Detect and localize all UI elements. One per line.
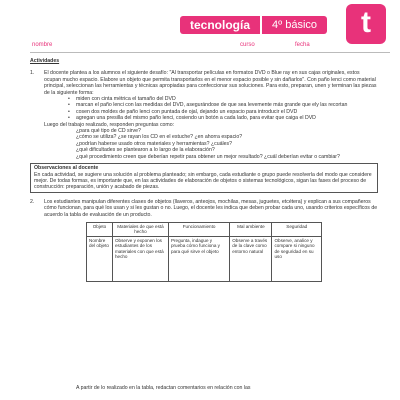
subject-label: tecnología [180, 16, 260, 34]
table-cell: Observe y exponen los estudiantes de los materiales con que está hecho [112, 236, 168, 281]
activity-number: 2. [30, 198, 35, 205]
worksheet-content [30, 58, 378, 282]
table-row [87, 236, 322, 281]
observation-text: En cada actividad, se sugiere una solución al problema planteado; sin embargo, cada estudiante o grupo puede resolverla del modo que considere mejor. De todas formas, es importante que, en las actividades de elaboración de objetos o sistemas tecnológicos, sigan las fases del proceso de construcción: preparación, unión y acabado de piezas. [34, 171, 372, 191]
activity-text: El docente plantea a los alumnos el siguiente desafío: "Al transportar películas en formatos DVD o Blue ray en sus cajas originales, estos ocupan mucho espacio. Elabore un objeto que permita transportarlos en el menor espacio posible y sin dañarlos". Con paño lenci como material principal, seleccionan las herramientas y técnicas apropiadas para confeccionar sus soluciones. Para esto, preparan, unen y terminan las piezas de la siguiente forma: [44, 70, 377, 96]
question: ¿qué procedimiento creen que deberían repetir para obtener un mejor resultado? ¿cuál deberían evitar o cambiar? [76, 153, 340, 160]
observation-box [30, 163, 378, 193]
question: ¿qué dificultades se plantearon a lo largo de la elaboración? [76, 147, 215, 154]
table-cell: Observe, analice y compare si ninguno de seguridad en su uso [272, 236, 322, 281]
question: ¿podrían haberse usado otros materiales y herramientas? ¿cuáles? [76, 140, 232, 147]
activity-2 [30, 199, 378, 218]
observation-title: Observaciones al docente [34, 165, 99, 172]
list-item: • cosen dos moldes de paño lenci con puntada de ojal, dejando un espacio para introducir el DVD [76, 109, 378, 115]
course-label: curso [240, 42, 255, 48]
table-header-row [87, 222, 322, 236]
list-item: • agregan una presilla del mismo paño lenci, cosiendo un botón a cada lado, para evitar que caiga el DVD [76, 115, 378, 121]
questions-intro: Luego del trabajo realizado, responden preguntas como: [44, 121, 175, 128]
student-fields [30, 40, 390, 54]
table-header: Mal ambiente [230, 222, 272, 236]
question: ¿cómo se utiliza? ¿se rayan los CD en el estuche? ¿en ahorra espacio? [76, 134, 243, 141]
list-item: • miden con cinta métrica el tamaño del DVD [76, 96, 378, 102]
activity-number: 1. [30, 70, 35, 77]
table-header: Materiales de que está hecho [112, 222, 168, 236]
table-cell: Observe a través de la clave como entorno natural [230, 236, 272, 281]
grade-label: 4º básico [262, 16, 327, 34]
question: ¿para qué tipo de CD sirve? [76, 128, 141, 135]
table-cell: Pregunta, indague y prueba cómo funciona y para qué sirve el objeto [168, 236, 229, 281]
activity-1 [30, 70, 378, 96]
name-label: nombre [32, 42, 53, 48]
table-header: Objeto [87, 222, 113, 236]
table-header: Seguridad [272, 222, 322, 236]
footer-text: A partir de lo realizado en la tabla, redactan comentarios en relación con las [76, 385, 251, 391]
table-header: Funcionamiento [168, 222, 229, 236]
fields-divider [30, 52, 390, 53]
header-bar [180, 14, 327, 36]
table-cell: Nombre del objeto [87, 236, 113, 281]
subject-logo-icon: t [346, 4, 386, 44]
section-heading: Actividades [30, 58, 60, 64]
date-label: fecha [295, 42, 310, 48]
list-item: • marcan el paño lenci con las medidas del DVD, asegurándose de que sea levemente más grande que ely las recortan [76, 102, 378, 108]
activity-text: Los estudiantes manipulan diferentes clases de objetos (llaveros, anteojos, mochilas, mesas, juguetes, etcétera) y explican a sus compañeros cómo funcionan, para qué los usan y si les gustan o no. Luego, el docente les indica que deben probar cada uno, usando criterios específicos de acuerdo la tabla de evaluación de un producto. [44, 198, 378, 218]
evaluation-table [86, 222, 322, 282]
